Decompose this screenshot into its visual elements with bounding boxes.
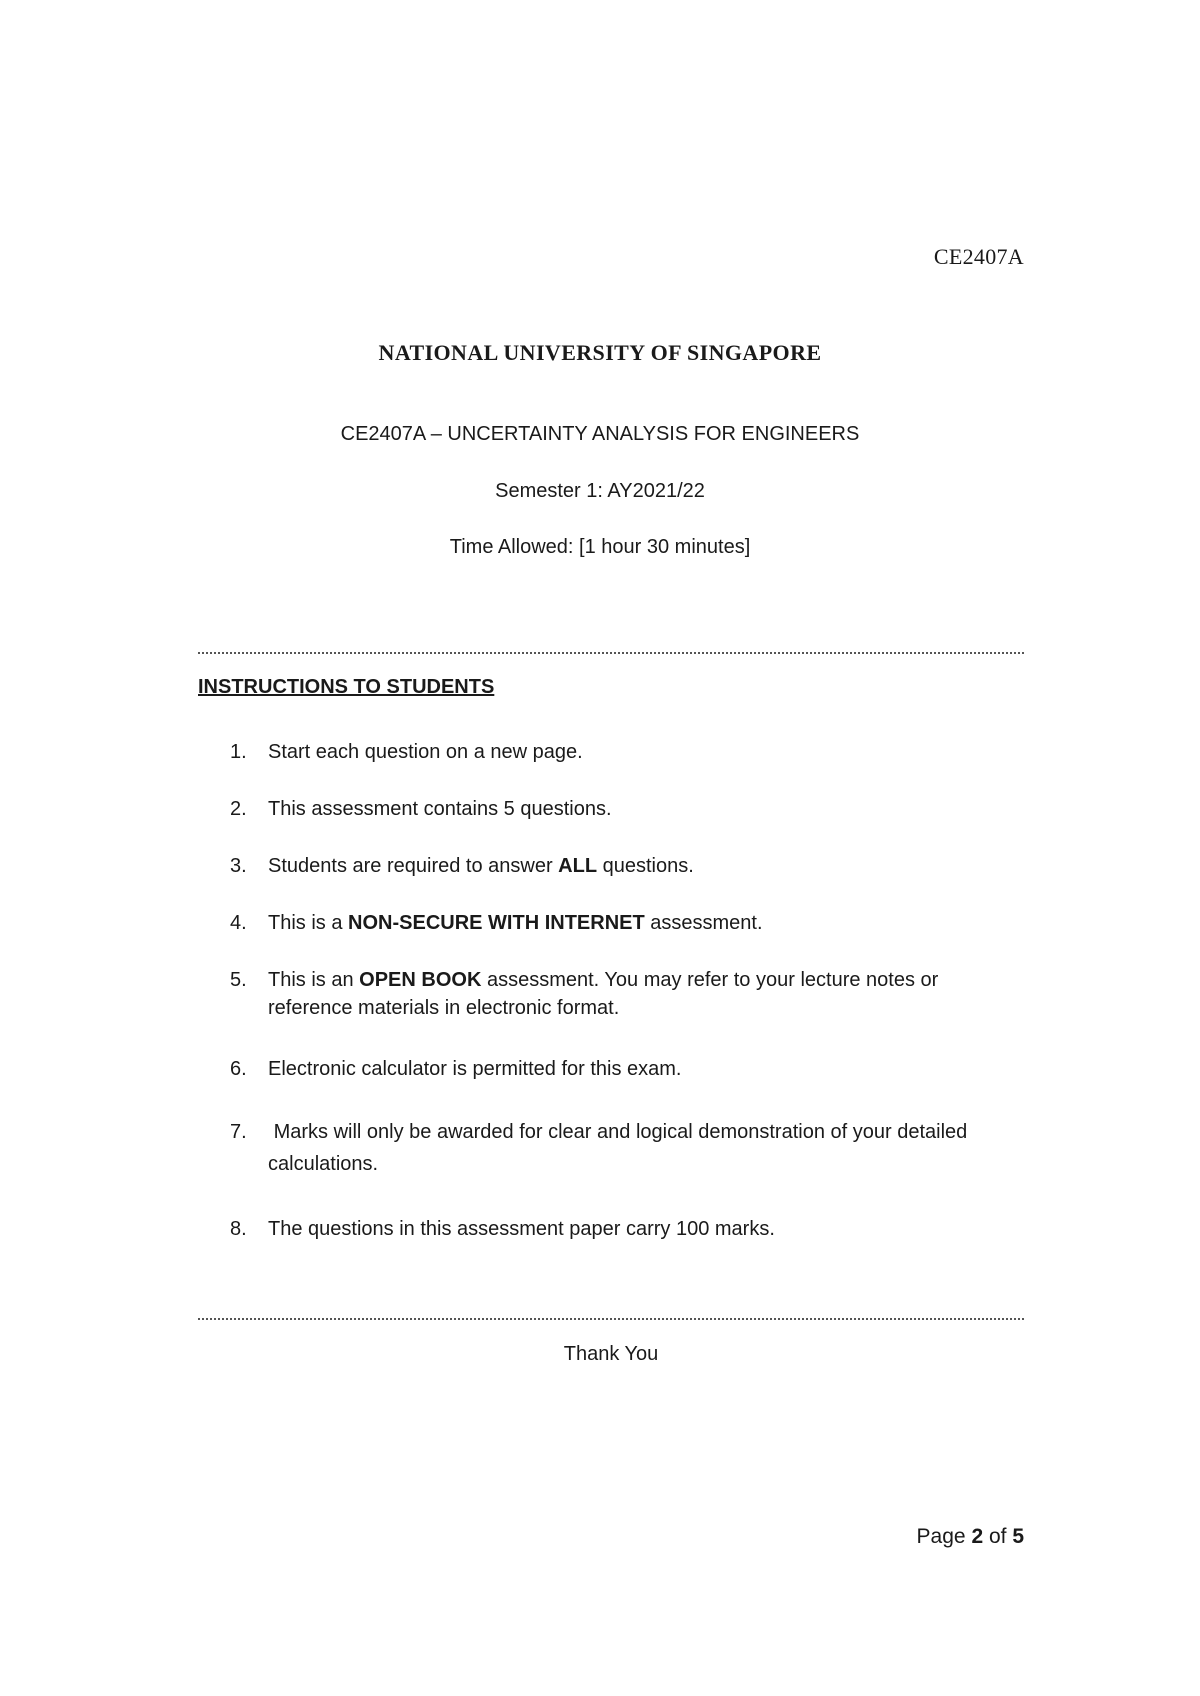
- instruction-item: [230, 966, 1000, 1022]
- instruction-number: 7.: [230, 1121, 247, 1143]
- instruction-emphasis: OPEN BOOK: [359, 969, 482, 991]
- instruction-text-segment: assessment. You may refer to your lecture notes or reference materials in electronic format.: [268, 969, 939, 1019]
- course-title: CE2407A – UNCERTAINTY ANALYSIS FOR ENGINEERS: [340, 423, 860, 445]
- instruction-text: [268, 909, 1000, 937]
- instruction-item: [230, 1055, 1000, 1083]
- instruction-text: [268, 966, 1000, 1022]
- instruction-text-segment: assessment.: [644, 912, 763, 934]
- page-label: Page: [916, 1525, 972, 1548]
- instruction-text-segment: Electronic calculator is permitted for this exam.: [268, 1058, 682, 1080]
- instruction-text: [268, 1116, 1000, 1180]
- instruction-item: [230, 1116, 1000, 1180]
- instruction-text-segment: This is an: [268, 969, 360, 991]
- time-allowed: Time Allowed: [1 hour 30 minutes]: [449, 536, 751, 558]
- instruction-text-segment: Start each question on a new page.: [268, 741, 583, 763]
- instruction-text-segment: This is a: [268, 912, 349, 934]
- instruction-number: 4.: [230, 912, 247, 934]
- page-of: of: [983, 1525, 1013, 1548]
- instructions-list: [230, 738, 1000, 1272]
- instruction-number: 1.: [230, 741, 247, 763]
- instruction-item: [230, 795, 1000, 823]
- instructions-heading: INSTRUCTIONS TO STUDENTS: [198, 676, 495, 698]
- instruction-text: [268, 738, 1000, 766]
- instruction-text-segment: Students are required to answer: [268, 855, 559, 877]
- instruction-text: [268, 1055, 1000, 1083]
- closing-text: Thank You: [563, 1343, 659, 1365]
- instruction-text-segment: Marks will only be awarded for clear and logical demonstration of your detailed calculations.: [268, 1121, 973, 1175]
- instruction-text-segment: The questions in this assessment paper carry 100 marks.: [268, 1218, 775, 1240]
- instruction-text: [268, 1215, 1000, 1243]
- university-name: NATIONAL UNIVERSITY OF SINGAPORE: [378, 340, 822, 365]
- semester-line: Semester 1: AY2021/22: [495, 480, 705, 502]
- instruction-emphasis: NON-SECURE WITH INTERNET: [348, 912, 645, 934]
- page-number: [917, 1525, 1024, 1549]
- instruction-number: 8.: [230, 1218, 247, 1240]
- instruction-item: [230, 1215, 1000, 1243]
- instruction-item: [230, 738, 1000, 766]
- instruction-text-segment: This assessment contains 5 questions.: [268, 798, 612, 820]
- page-total: 5: [1012, 1525, 1024, 1548]
- page-current: 2: [971, 1525, 984, 1548]
- instruction-text-segment: questions.: [597, 855, 694, 877]
- instruction-item: [230, 852, 1000, 880]
- instruction-text: [268, 795, 1000, 823]
- divider-bottom: [198, 1318, 1024, 1320]
- instruction-text: [268, 852, 1000, 880]
- instruction-number: 3.: [230, 855, 247, 877]
- course-code-header: CE2407A: [933, 244, 1024, 269]
- instruction-number: 6.: [230, 1058, 247, 1080]
- instruction-item: [230, 909, 1000, 937]
- instruction-emphasis: ALL: [558, 855, 598, 877]
- instruction-number: 2.: [230, 798, 247, 820]
- divider-top: [198, 652, 1024, 654]
- instruction-number: 5.: [230, 969, 247, 991]
